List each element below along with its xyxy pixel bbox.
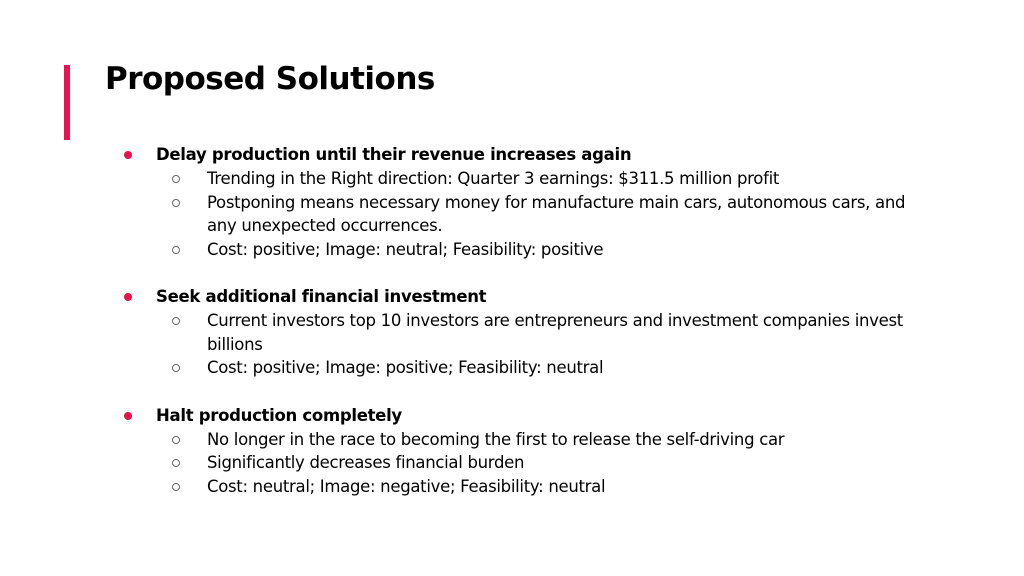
- hollow-bullet-icon: [172, 317, 180, 325]
- sub-point-text: Current investors top 10 investors are entrepreneurs and investment companies invest billions: [207, 311, 903, 354]
- sub-point-text: Cost: positive; Image: positive; Feasibility: neutral: [207, 358, 604, 377]
- title-accent-bar: [64, 65, 70, 140]
- sub-point: [156, 309, 907, 356]
- solution-heading: Halt production completely: [156, 405, 402, 425]
- hollow-bullet-icon: [172, 246, 180, 254]
- sub-points-list: [156, 167, 920, 261]
- bullet-dot-icon: [124, 293, 132, 301]
- sub-point-text: Significantly decreases financial burden: [207, 453, 525, 472]
- sub-point: [156, 475, 907, 499]
- solution-heading: Delay production until their revenue increases again: [156, 145, 632, 164]
- hollow-bullet-icon: [172, 199, 180, 207]
- sub-point: [156, 167, 907, 191]
- solutions-list: [120, 143, 920, 498]
- hollow-bullet-icon: [172, 175, 180, 183]
- sub-point: [156, 428, 907, 452]
- bullet-dot-icon: [124, 412, 132, 420]
- solution-item: [120, 404, 920, 499]
- sub-point-text: Trending in the Right direction: Quarter 3 earnings: $311.5 million profit: [207, 169, 780, 188]
- bullet-dot-icon: [124, 151, 132, 159]
- sub-point: [156, 191, 907, 238]
- solution-item: [120, 143, 920, 261]
- sub-point: [156, 451, 907, 475]
- sub-points-list: [156, 428, 920, 499]
- hollow-bullet-icon: [172, 459, 180, 467]
- sub-point-text: Cost: neutral; Image: negative; Feasibility: neutral: [207, 476, 606, 496]
- sub-point-text: No longer in the race to becoming the first to release the self-driving car: [207, 429, 785, 449]
- solution-item: [120, 285, 920, 380]
- sub-point: [156, 356, 907, 380]
- slide-title: Proposed Solutions: [105, 61, 435, 97]
- sub-point: [156, 238, 907, 262]
- hollow-bullet-icon: [172, 364, 180, 372]
- sub-point-text: Cost: positive; Image: neutral; Feasibility: positive: [207, 239, 604, 259]
- hollow-bullet-icon: [172, 436, 180, 444]
- solution-heading: Seek additional financial investment: [156, 287, 487, 306]
- sub-point-text: Postponing means necessary money for manufacture main cars, autonomous cars, and any unexpected occurrences.: [207, 192, 906, 235]
- sub-points-list: [156, 309, 920, 380]
- hollow-bullet-icon: [172, 483, 180, 491]
